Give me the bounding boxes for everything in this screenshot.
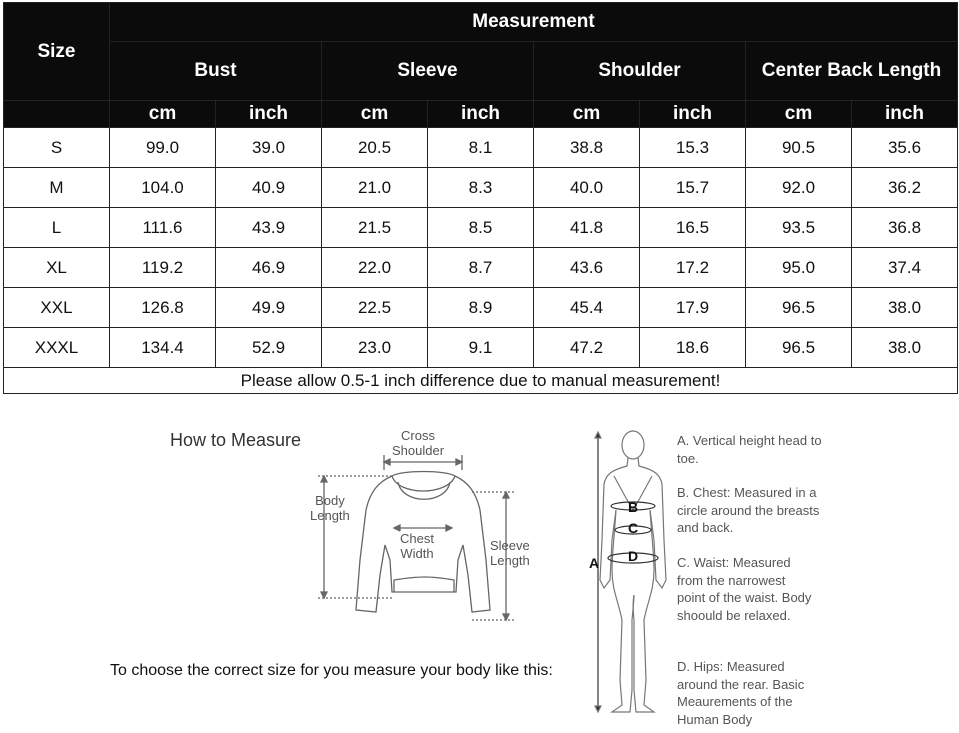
unit-header: inch xyxy=(428,101,534,128)
table-cell: 40.9 xyxy=(216,168,322,208)
size-header: Size xyxy=(4,3,110,101)
body-length-label-line: Body xyxy=(315,493,345,508)
body-length-label-line: Length xyxy=(310,508,350,523)
chest-width-label-line: Width xyxy=(400,546,434,561)
table-cell: 39.0 xyxy=(216,128,322,168)
unit-header: cm xyxy=(746,101,852,128)
size-cell: S xyxy=(4,128,110,168)
table-cell: 37.4 xyxy=(852,248,958,288)
unit-header: inch xyxy=(216,101,322,128)
note-height: A. Vertical height head to toe. xyxy=(677,433,822,466)
size-cell: XL xyxy=(4,248,110,288)
size-cell: XXXL xyxy=(4,328,110,368)
table-cell: 49.9 xyxy=(216,288,322,328)
table-cell: 119.2 xyxy=(110,248,216,288)
unit-header: inch xyxy=(852,101,958,128)
table-cell: 15.3 xyxy=(640,128,746,168)
group-header-sleeve: Sleeve xyxy=(322,42,534,101)
table-cell: 52.9 xyxy=(216,328,322,368)
cross-shoulder-label xyxy=(392,428,444,458)
chest-width-label-line: Chest xyxy=(400,531,434,546)
table-cell: 22.5 xyxy=(322,288,428,328)
cross-shoulder-label-line: Cross xyxy=(401,428,435,443)
table-cell: 111.6 xyxy=(110,208,216,248)
sleeve-length-label xyxy=(490,538,530,568)
table-cell: 17.2 xyxy=(640,248,746,288)
size-cell: L xyxy=(4,208,110,248)
table-cell: 21.0 xyxy=(322,168,428,208)
letter-c: C xyxy=(628,520,639,536)
sleeve-length-label-line: Length xyxy=(490,553,530,568)
table-cell: 104.0 xyxy=(110,168,216,208)
cross-shoulder-label-line: Shoulder xyxy=(392,443,445,458)
table-cell: 96.5 xyxy=(746,288,852,328)
chest-width-label xyxy=(400,531,434,561)
size-cell: M xyxy=(4,168,110,208)
table-cell: 36.2 xyxy=(852,168,958,208)
note-chest: B. Chest: Measured in a circle around the breasts and back. xyxy=(677,485,820,535)
table-cell: 18.6 xyxy=(640,328,746,368)
table-cell: 16.5 xyxy=(640,208,746,248)
table-cell: 38.8 xyxy=(534,128,640,168)
table-cell: 95.0 xyxy=(746,248,852,288)
table-cell: 41.8 xyxy=(534,208,640,248)
table-cell: 134.4 xyxy=(110,328,216,368)
table-cell: 8.1 xyxy=(428,128,534,168)
letter-a: A xyxy=(589,555,600,571)
group-header-center-back-length: Center Back Length xyxy=(746,42,958,101)
letter-b: B xyxy=(628,499,639,515)
body-length-label xyxy=(310,493,350,523)
table-cell: 20.5 xyxy=(322,128,428,168)
table-cell: 99.0 xyxy=(110,128,216,168)
table-cell: 38.0 xyxy=(852,288,958,328)
size-cell: XXL xyxy=(4,288,110,328)
table-cell: 22.0 xyxy=(322,248,428,288)
measurement-header: Measurement xyxy=(110,3,958,42)
table-cell: 36.8 xyxy=(852,208,958,248)
table-cell: 21.5 xyxy=(322,208,428,248)
unit-header: inch xyxy=(640,101,746,128)
note-hips: D. Hips: Measured around the rear. Basic Meaurements of the Human Body xyxy=(677,659,805,727)
table-cell: 40.0 xyxy=(534,168,640,208)
table-cell: 15.7 xyxy=(640,168,746,208)
sleeve-length-label-line: Sleeve xyxy=(490,538,530,553)
human-body-icon xyxy=(595,431,666,712)
table-cell: 47.2 xyxy=(534,328,640,368)
table-cell: 92.0 xyxy=(746,168,852,208)
table-cell: 38.0 xyxy=(852,328,958,368)
measurement-note: Please allow 0.5-1 inch difference due to manual measurement! xyxy=(4,368,958,394)
group-header-shoulder: Shoulder xyxy=(534,42,746,101)
letter-d: D xyxy=(628,548,639,564)
table-cell: 23.0 xyxy=(322,328,428,368)
table-cell: 35.6 xyxy=(852,128,958,168)
table-cell: 9.1 xyxy=(428,328,534,368)
group-header-bust: Bust xyxy=(110,42,322,101)
table-cell: 46.9 xyxy=(216,248,322,288)
instruction-text: To choose the correct size for you measure your body like this: xyxy=(110,662,553,679)
table-cell: 45.4 xyxy=(534,288,640,328)
table-cell: 8.7 xyxy=(428,248,534,288)
unit-header: cm xyxy=(322,101,428,128)
table-cell: 8.5 xyxy=(428,208,534,248)
table-cell: 17.9 xyxy=(640,288,746,328)
how-to-measure-title: How to Measure xyxy=(170,430,302,450)
table-cell: 8.3 xyxy=(428,168,534,208)
table-cell: 43.6 xyxy=(534,248,640,288)
table-cell: 96.5 xyxy=(746,328,852,368)
table-cell: 43.9 xyxy=(216,208,322,248)
table-cell: 8.9 xyxy=(428,288,534,328)
unit-header: cm xyxy=(534,101,640,128)
table-cell: 93.5 xyxy=(746,208,852,248)
note-waist: C. Waist: Measured from the narrowest point of the waist. Body shoould be relaxed. xyxy=(677,555,812,623)
unit-header: cm xyxy=(110,101,216,128)
table-cell: 90.5 xyxy=(746,128,852,168)
table-cell: 126.8 xyxy=(110,288,216,328)
